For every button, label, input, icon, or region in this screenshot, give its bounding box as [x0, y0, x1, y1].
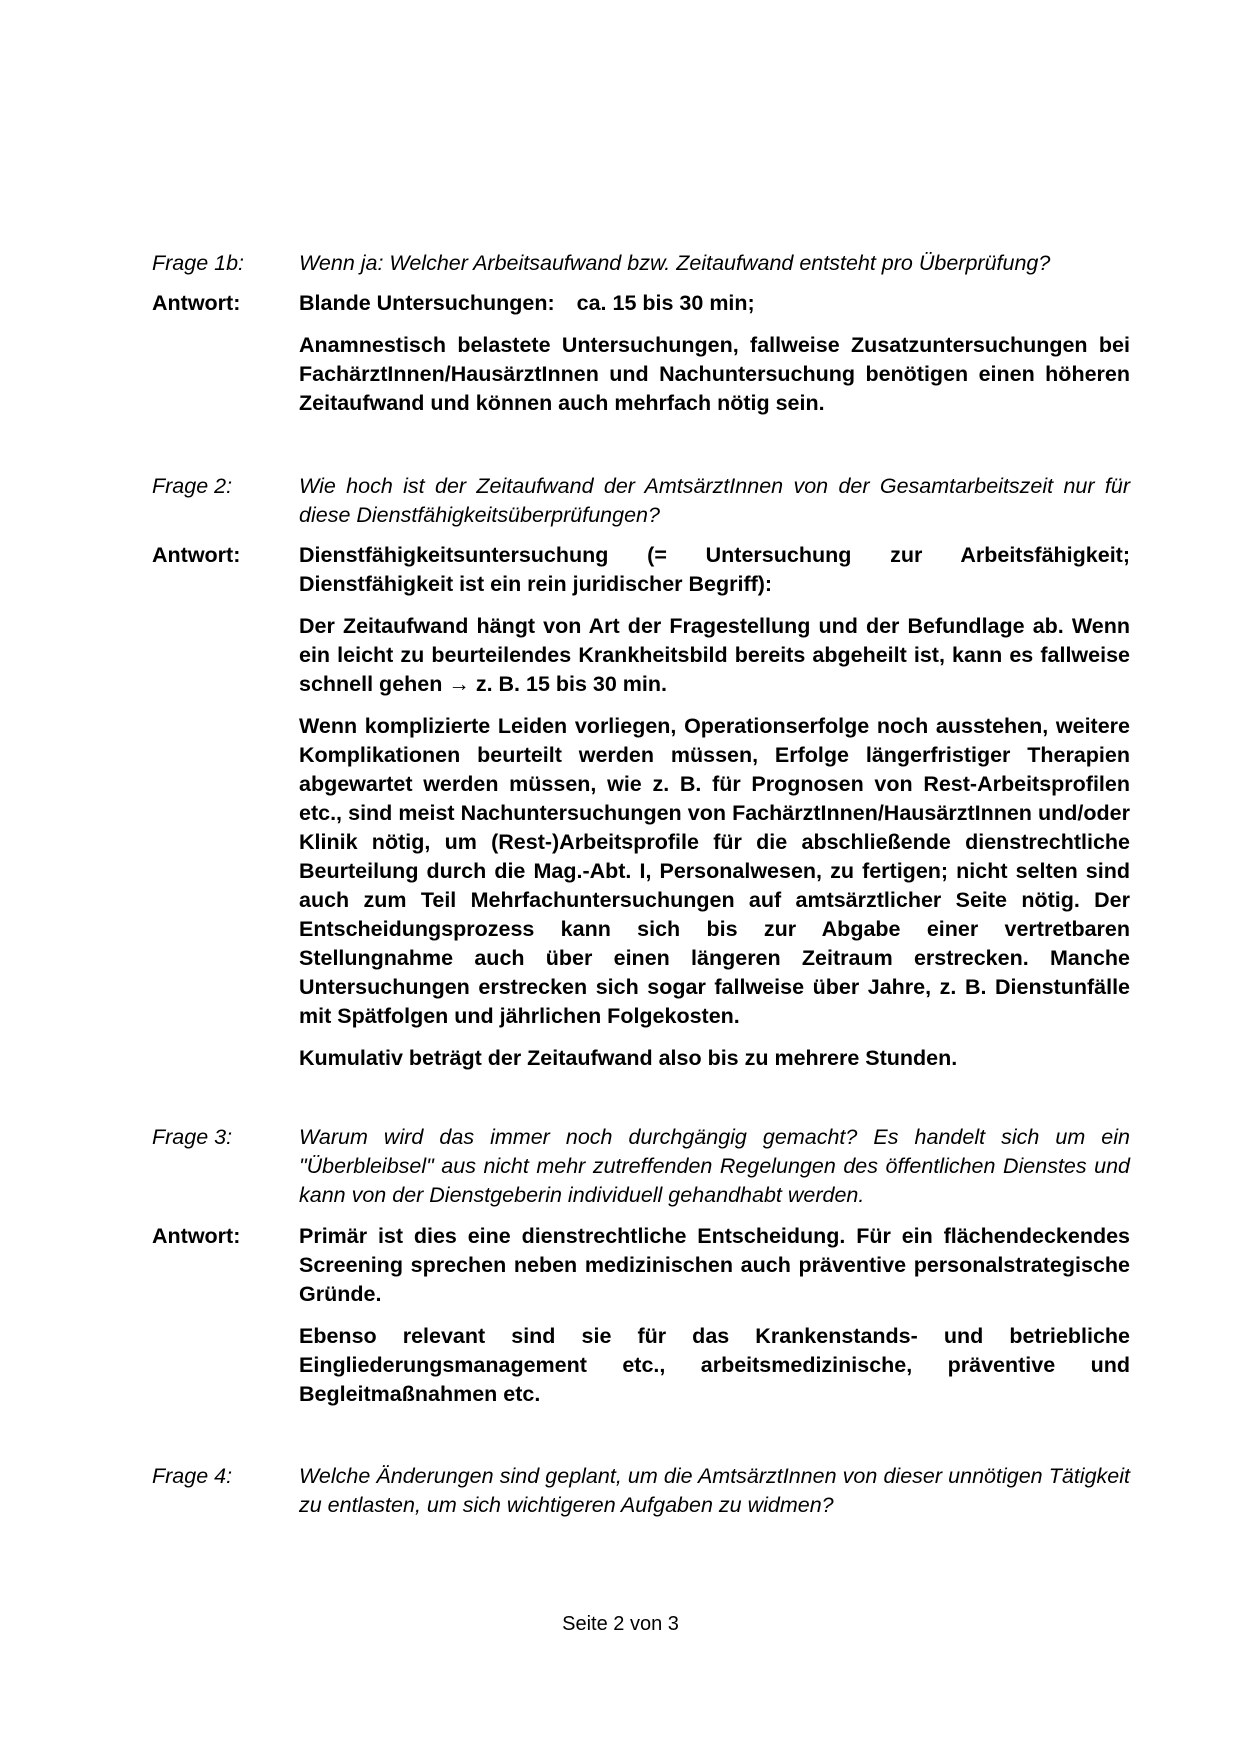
question-text: Welche Änderungen sind geplant, um die AmtsärztInnen von dieser unnötigen Tätigkeit zu entlasten, um sich wichtigeren Aufgaben zu widmen?: [299, 1464, 1130, 1517]
answer-fragment: ca. 15 bis 30 min;: [576, 291, 755, 315]
answer-paragraph: [299, 289, 1130, 318]
answer-paragraph: Kumulativ beträgt der Zeitaufwand also bis zu mehrere Stunden.: [299, 1046, 958, 1070]
answer-paragraph: Wenn komplizierte Leiden vorliegen, Operationserfolge noch ausstehen, weitere Komplikationen beurteilt werden müssen, Erfolge längerfristiger Therapien abgewartet werden müssen, wie z. B. für Prognosen von Rest-Arbeitsprofilen etc., sind meist Nachuntersuchungen von FachärztInnen/HausärztInnen und/oder Klinik nötig, um (Rest-)Arbeitsprofile für die abschließende dienstrechtliche Beurteilung durch die Mag.-Abt. I, Personalwesen, zu fertigen; nicht selten sind auch zum Teil Mehrfachuntersuchungen auf amtsärztlicher Seite nötig. Der Entscheidungsprozess kann sich bis zur Abgabe einer vertretbaren Stellungnahme auch über einen längeren Zeitraum erstrecken. Manche Untersuchungen erstrecken sich sogar fallweise über Jahre, z. B. Dienstunfälle mit Spätfolgen und jährlichen Folgekosten.: [299, 714, 1130, 1028]
answer-label: Antwort:: [152, 543, 241, 567]
answer-paragraph: Anamnestisch belastete Untersuchungen, fallweise Zusatzuntersuchungen bei FachärztInnen/HausärztInnen und Nachuntersuchung benötigen einen höheren Zeitaufwand und können auch mehrfach nötig sein.: [299, 333, 1130, 415]
page-number: Seite 2 von 3: [562, 1613, 679, 1635]
answer-text: [299, 1222, 1130, 1409]
answer-paragraph: Der Zeitaufwand hängt von Art der Fragestellung und der Befundlage ab. Wenn ein leicht zu beurteilendes Krankheitsbild bereits abgeheilt ist, kann es fallweise schnell gehen → z. B. 15 bis 30 min.: [299, 614, 1130, 696]
question-text: Warum wird das immer noch durchgängig gemacht? Es handelt sich um ein "Überbleibsel" aus nicht mehr zutreffenden Regelungen des öffentlichen Dienstes und kann von der Dienstgeberin individuell gehandhabt werden.: [299, 1125, 1130, 1207]
answer-label: Antwort:: [152, 291, 241, 315]
answer-fragment: Blande Untersuchungen:: [299, 291, 555, 315]
answer-paragraph: Ebenso relevant sind sie für das Krankenstands- und betriebliche Eingliederungsmanagement etc., arbeitsmedizinische, präventive und Begleitmaßnahmen etc.: [299, 1324, 1130, 1406]
answer-paragraph: Dienstfähigkeitsuntersuchung (= Untersuchung zur Arbeitsfähigkeit; Dienstfähigkeit ist ein rein juridischer Begriff):: [299, 543, 1130, 596]
answer-label: Antwort:: [152, 1224, 241, 1248]
question-label: Frage 1b:: [152, 251, 245, 275]
question-label: Frage 4:: [152, 1464, 233, 1488]
answer-paragraph: Primär ist dies eine dienstrechtliche Entscheidung. Für ein flächendeckendes Screening sprechen neben medizinischen auch präventive personalstrategische Gründe.: [299, 1224, 1130, 1306]
answer-text: [299, 541, 1130, 1073]
question-text: Wie hoch ist der Zeitaufwand der AmtsärztInnen von der Gesamtarbeitszeit nur für diese Dienstfähigkeitsüberprüfungen?: [299, 474, 1130, 527]
question-label: Frage 2:: [152, 474, 233, 498]
question-text: Wenn ja: Welcher Arbeitsaufwand bzw. Zeitaufwand entsteht pro Überprüfung?: [299, 251, 1051, 275]
answer-text: [299, 289, 1130, 418]
question-label: Frage 3:: [152, 1125, 233, 1149]
